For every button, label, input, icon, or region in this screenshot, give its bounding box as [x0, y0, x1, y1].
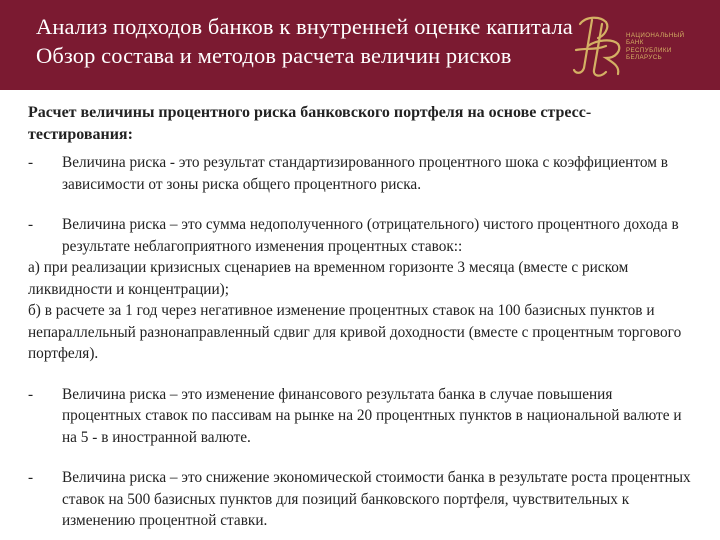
sub-item-a: а) при реализации кризисных сценариев на временном горизонте 3 месяца (вместе с риском ликвидности и концентрации);: [28, 259, 629, 298]
slide-title: Анализ подходов банков к внутренней оценке капитала Обзор состава и методов расчета величин рисков: [36, 14, 573, 68]
bullet-marker: -: [28, 216, 34, 233]
bullet-marker: -: [28, 154, 34, 171]
bullet-item: [28, 152, 692, 195]
bullet-item: [28, 467, 692, 532]
bullet-item: [28, 384, 692, 449]
nbrb-monogram-icon: [566, 10, 628, 82]
bullet-text: Величина риска – это снижение экономической стоимости банка в результате роста процентных ставок на 500 базисных пунктов для позиций банковского портфеля, чувствительных к изменению процентной ставки.: [62, 469, 691, 529]
bullet-text: Величина риска – это изменение финансового результата банка в случае повышения процентных ставок по пассивам на рынке на 20 процентных пунктов в национальной валюте и на 5 - в иностранной валюте.: [62, 385, 682, 446]
bullet-text: Величина риска – это сумма недополученного (отрицательного) чистого процентного дохода в результате неблагоприятного изменения процентных ставок::: [62, 216, 679, 255]
bullet-text: Величина риска - это результат стандартизированного процентного шока с коэффициентом в зависимости от зоны риска общего процентного риска.: [62, 154, 668, 193]
slide-body: [28, 96, 692, 532]
bank-logo: [566, 10, 714, 82]
bullet-item: [28, 214, 692, 257]
bullet-marker: -: [28, 385, 34, 403]
header-bar: [0, 0, 720, 90]
sub-item-b: б) в расчете за 1 год через негативное изменение процентных ставок на 100 базисных пунктов и непараллельный разнонаправленный сдвиг для кривой доходности (вместе с процентным торгового портфеля).: [28, 302, 682, 362]
bullet-marker: -: [28, 469, 34, 486]
section-heading: Расчет величины процентного риска банковского портфеля на основе стресс-тестирования:: [28, 104, 592, 143]
bank-name-logo-text: НАЦИОНАЛЬНЫЙ БАНК РЕСПУБЛИКИ БЕЛАРУСЬ: [626, 32, 685, 62]
